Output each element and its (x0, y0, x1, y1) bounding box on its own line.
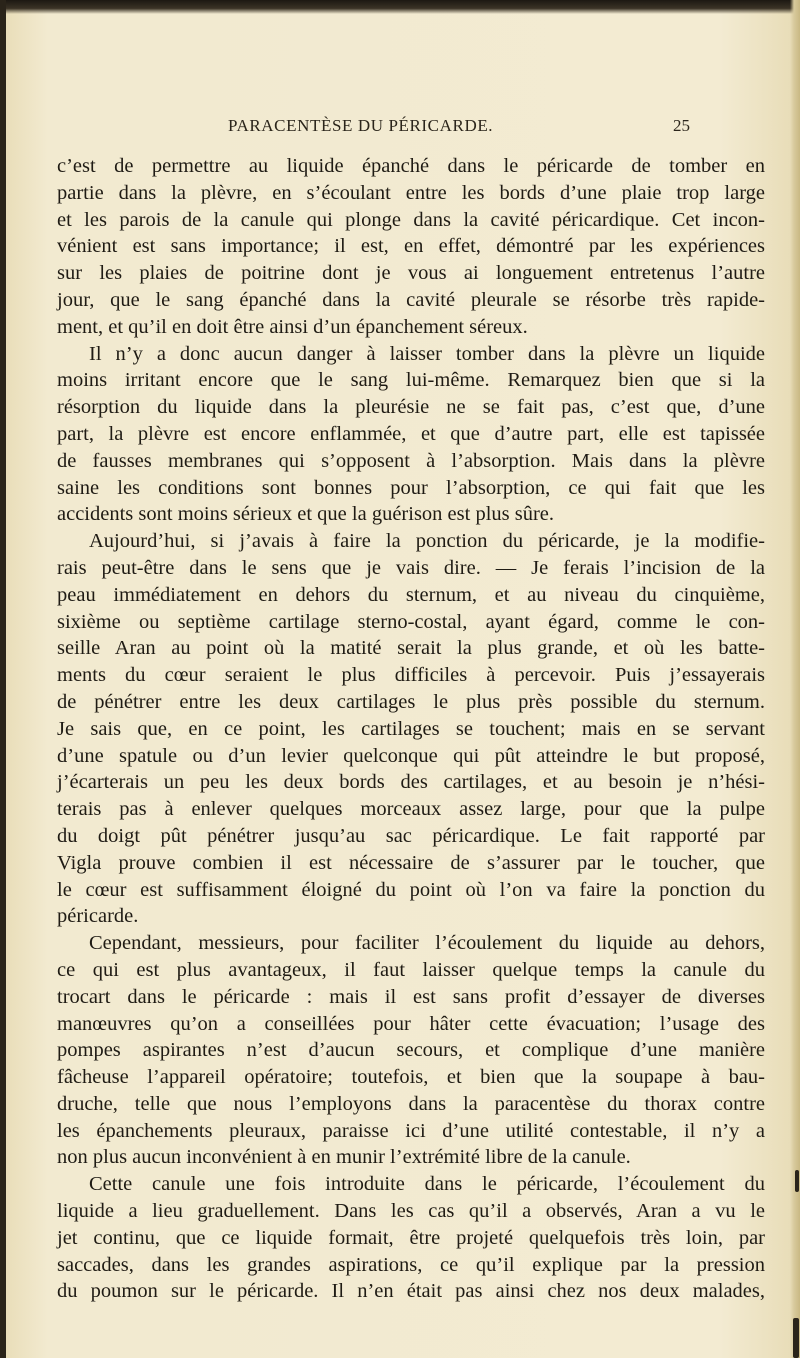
page-number: 25 (673, 116, 690, 135)
text-line: de fausses membranes qui s’opposent à l’absorption. Mais dans la plèvre (57, 449, 765, 472)
text-line: du poumon sur le péricarde. Il n’en était pas ainsi chez nos deux malades, (57, 1280, 765, 1303)
text-line: Cette canule une fois introduite dans le péricarde, l’écoulement du (89, 1173, 765, 1196)
text-line: résorption du liquide dans la pleurésie ne se fait pas, c’est que, d’une (57, 396, 765, 419)
text-line: partie dans la plèvre, en s’écoulant entre les bords d’une plaie trop large (57, 181, 765, 204)
text-line: le cœur est suffisamment éloigné du point où l’on va faire la ponction du (57, 878, 765, 901)
text-line: j’écarterais un peu les deux bords des cartilages, et au besoin je n’hési- (57, 771, 765, 794)
text-line: saccades, dans les grandes aspirations, ce qu’il explique par la pression (57, 1253, 765, 1276)
text-line: peau immédiatement en dehors du sternum, et au niveau du cinquième, (57, 583, 765, 606)
text-line: vénient est sans importance; il est, en effet, démontré par les expériences (57, 235, 765, 258)
text-line: et les parois de la canule qui plonge dans la cavité péricardique. Cet incon- (57, 208, 765, 231)
text-line: moins irritant encore que le sang lui-même. Remarquez bien que si la (57, 369, 765, 392)
running-head: PARACENTÈSE DU PÉRICARDE. (228, 116, 494, 135)
scan-edge-mark (795, 1170, 799, 1192)
text-line: terais pas à enlever quelques morceaux assez large, pour que la pulpe (57, 798, 765, 821)
text-line: Je sais que, en ce point, les cartilages se touchent; mais en se servant (57, 717, 765, 740)
text-line: rais peut-être dans le sens que je vais dire. — Je ferais l’incision de la (57, 556, 765, 579)
scan-left-edge (0, 0, 6, 1358)
text-line: ment, et qu’il en doit être ainsi d’un épanchement séreux. (57, 315, 528, 338)
text-line: pompes aspirantes n’est d’aucun secours, et complique d’une manière (57, 1039, 765, 1062)
text-line: d’une spatule ou d’un levier quelconque qui pût atteindre le but proposé, (57, 744, 765, 767)
text-line: péricarde. (57, 905, 139, 928)
body-text (57, 153, 765, 1305)
text-line: sur les plaies de poitrine dont je vous ai longuement entretenus l’autre (57, 262, 765, 285)
text-line: jour, que le sang épanché dans la cavité pleurale se résorbe très rapide- (57, 288, 765, 311)
text-line: sixième ou septième cartilage sterno-costal, ayant égard, comme le con- (57, 610, 765, 633)
text-line: fâcheuse l’appareil opératoire; toutefois, et bien que la soupape à bau- (57, 1066, 765, 1089)
text-line: jet continu, que ce liquide formait, être projeté quelquefois très loin, par (57, 1226, 765, 1249)
scan-top-shadow (0, 0, 800, 14)
scan-edge-mark (793, 1318, 799, 1358)
text-line: Cependant, messieurs, pour faciliter l’écoulement du liquide au dehors, (89, 932, 765, 955)
text-line: Il n’y a donc aucun danger à laisser tomber dans la plèvre un liquide (89, 342, 765, 365)
text-line: non plus aucun inconvénient à en munir l’extrémité libre de la canule. (57, 1146, 631, 1169)
text-line: accidents sont moins sérieux et que la guérison est plus sûre. (57, 503, 555, 526)
text-line: seille Aran au point où la matité serait la plus grande, et où les batte- (57, 637, 765, 660)
text-line: druche, telle que nous l’employons dans la paracentèse du thorax contre (57, 1092, 765, 1115)
text-line: Vigla prouve combien il est nécessaire de s’assurer par le toucher, que (57, 851, 765, 874)
text-line: saine les conditions sont bonnes pour l’absorption, ce qui fait que les (57, 476, 765, 499)
text-line: Aujourd’hui, si j’avais à faire la ponction du péricarde, je la modifie- (89, 530, 765, 553)
text-line: trocart dans le péricarde : mais il est sans profit d’essayer de diverses (57, 985, 765, 1008)
text-line: part, la plèvre est encore enflammée, et que d’autre part, elle est tapissée (57, 422, 765, 445)
scan-right-edge (790, 0, 800, 1358)
text-line: ments du cœur seraient le plus difficiles à percevoir. Puis j’essayerais (57, 664, 765, 687)
text-line: liquide a lieu graduellement. Dans les cas qu’il a observés, Aran a vu le (57, 1200, 765, 1223)
text-line: de pénétrer entre les deux cartilages le plus près possible du sternum. (57, 690, 765, 713)
text-line: manœuvres qu’on a conseillées pour hâter cette évacuation; l’usage des (57, 1012, 765, 1035)
text-line: les épanchements pleuraux, paraisse ici d’une utilité contestable, il n’y a (57, 1119, 765, 1142)
text-line: ce qui est plus avantageux, il faut laisser quelque temps la canule du (57, 958, 765, 981)
text-line: du doigt pût pénétrer jusqu’au sac péricardique. Le fait rapporté par (57, 824, 765, 847)
text-line: c’est de permettre au liquide épanché dans le péricarde de tomber en (57, 155, 765, 177)
